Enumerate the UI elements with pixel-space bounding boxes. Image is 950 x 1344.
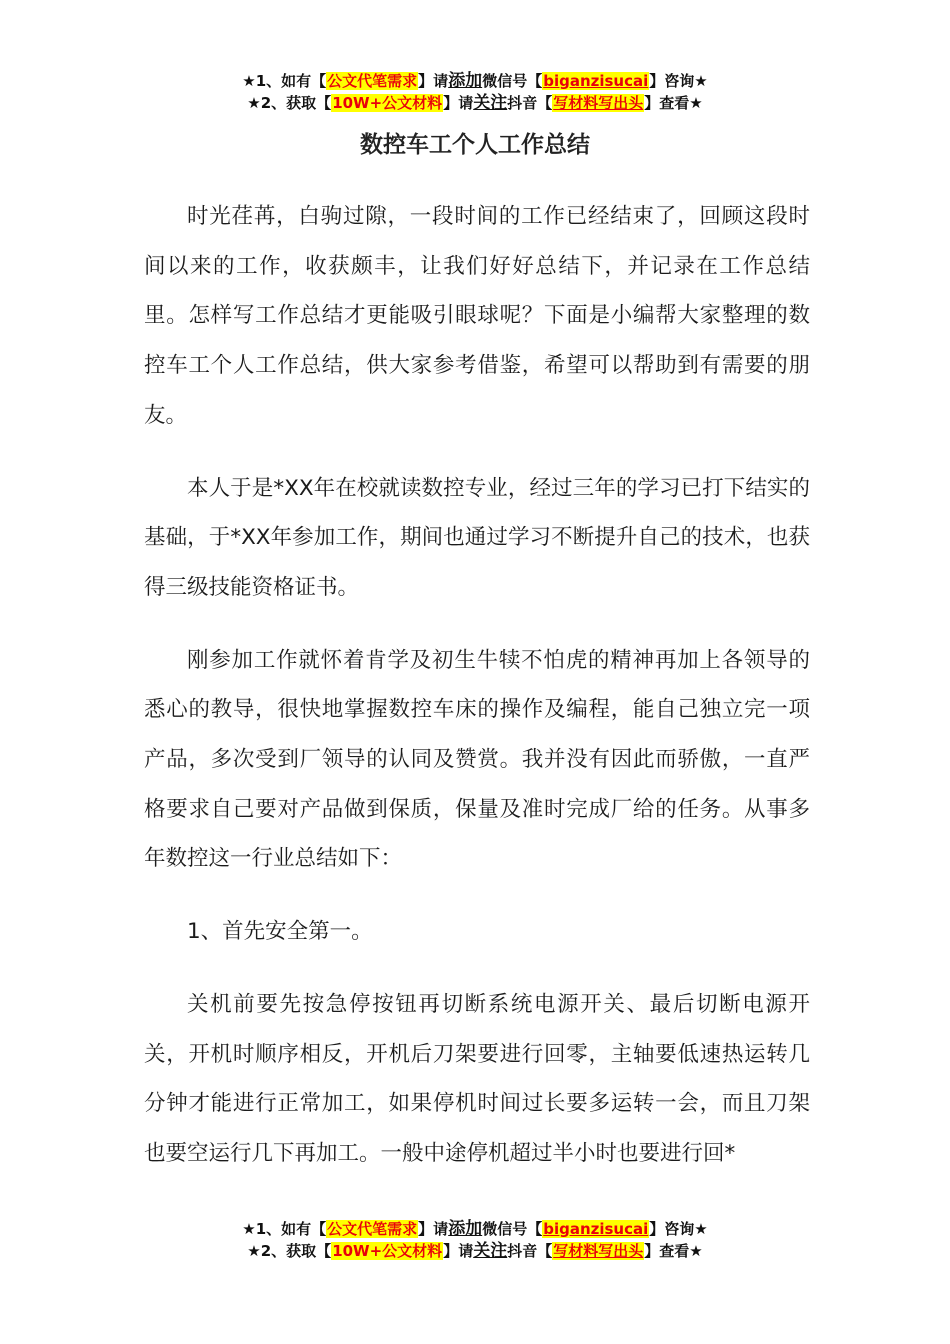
- banner-text: 微信号【: [482, 1220, 543, 1238]
- banner-text: ★1、如有【: [242, 72, 327, 90]
- header-banner: [0, 70, 950, 114]
- document-title: 数控车工个人工作总结: [360, 132, 590, 158]
- banner-highlight: 10W+公文材料: [332, 94, 443, 112]
- banner-text: 】咨询★: [649, 72, 708, 90]
- banner-emphasis: 关注: [473, 93, 508, 113]
- footer-banner: [0, 1218, 950, 1262]
- paragraph: 时光荏苒，白驹过隙，一段时间的工作已经结束了，回顾这段时间以来的工作，收获颇丰，让我们好好总结下，并记录在工作总结里。怎样写工作总结才更能吸引眼球呢？下面是小编帮大家整理的数控车工个人工作总结，供大家参考借鉴，希望可以帮助到有需要的朋友。: [144, 204, 810, 428]
- banner-text: 】请: [443, 1242, 474, 1260]
- banner-text: 微信号【: [482, 72, 543, 90]
- banner-emphasis: 关注: [473, 1241, 508, 1261]
- banner-emphasis: 添加: [448, 71, 483, 91]
- wechat-id-link[interactable]: biganzisucai: [543, 1220, 649, 1238]
- douyin-account-link[interactable]: 写材料写出头: [553, 94, 644, 112]
- paragraph: 刚参加工作就怀着肯学及初生牛犊不怕虎的精神再加上各领导的悉心的教导，很快地掌握数控车床的操作及编程，能自己独立完一项产品，多次受到厂领导的认同及赞赏。我并没有因此而骄傲，一直严格要求自己要对产品做到保质，保量及准时完成厂给的任务。从事多年数控这一行业总结如下：: [144, 647, 810, 872]
- banner-text: 】请: [418, 1220, 449, 1238]
- paragraph: 本人于是*XX年在校就读数控专业，经过三年的学习已打下结实的基础，于*XX年参加工作，期间也通过学习不断提升自己的技术，也获得三级技能资格证书。: [144, 475, 810, 600]
- banner-line-1: [0, 1218, 950, 1240]
- banner-text: 抖音【: [507, 94, 553, 112]
- banner-emphasis: 添加: [448, 1219, 483, 1239]
- document-body: [144, 192, 810, 1179]
- banner-line-1: [0, 70, 950, 92]
- wechat-id-link[interactable]: biganzisucai: [543, 72, 649, 90]
- banner-highlight: 10W+公文材料: [332, 1242, 443, 1260]
- banner-line-2: [0, 92, 950, 114]
- banner-text: 抖音【: [507, 1242, 553, 1260]
- banner-text: 】查看★: [644, 94, 703, 112]
- banner-text: ★1、如有【: [242, 1220, 327, 1238]
- banner-text: 】请: [418, 72, 449, 90]
- banner-line-2: [0, 1240, 950, 1262]
- banner-text: ★2、获取【: [247, 94, 332, 112]
- banner-text: ★2、获取【: [247, 1242, 332, 1260]
- banner-highlight: 公文代笔需求: [327, 1220, 418, 1238]
- banner-text: 】查看★: [644, 1242, 703, 1260]
- douyin-account-link[interactable]: 写材料写出头: [553, 1242, 644, 1260]
- banner-text: 】咨询★: [649, 1220, 708, 1238]
- banner-text: 】请: [443, 94, 474, 112]
- paragraph: 1、首先安全第一。: [187, 919, 373, 945]
- paragraph: 关机前要先按急停按钮再切断系统电源开关、最后切断电源开关，开机时顺序相反，开机后刀架要进行回零，主轴要低速热运转几分钟才能进行正常加工，如果停机时间过长要多运转一会，而且刀架也要空运行几下再加工。一般中途停机超过半小时也要进行回*: [144, 991, 810, 1166]
- banner-highlight: 公文代笔需求: [327, 72, 418, 90]
